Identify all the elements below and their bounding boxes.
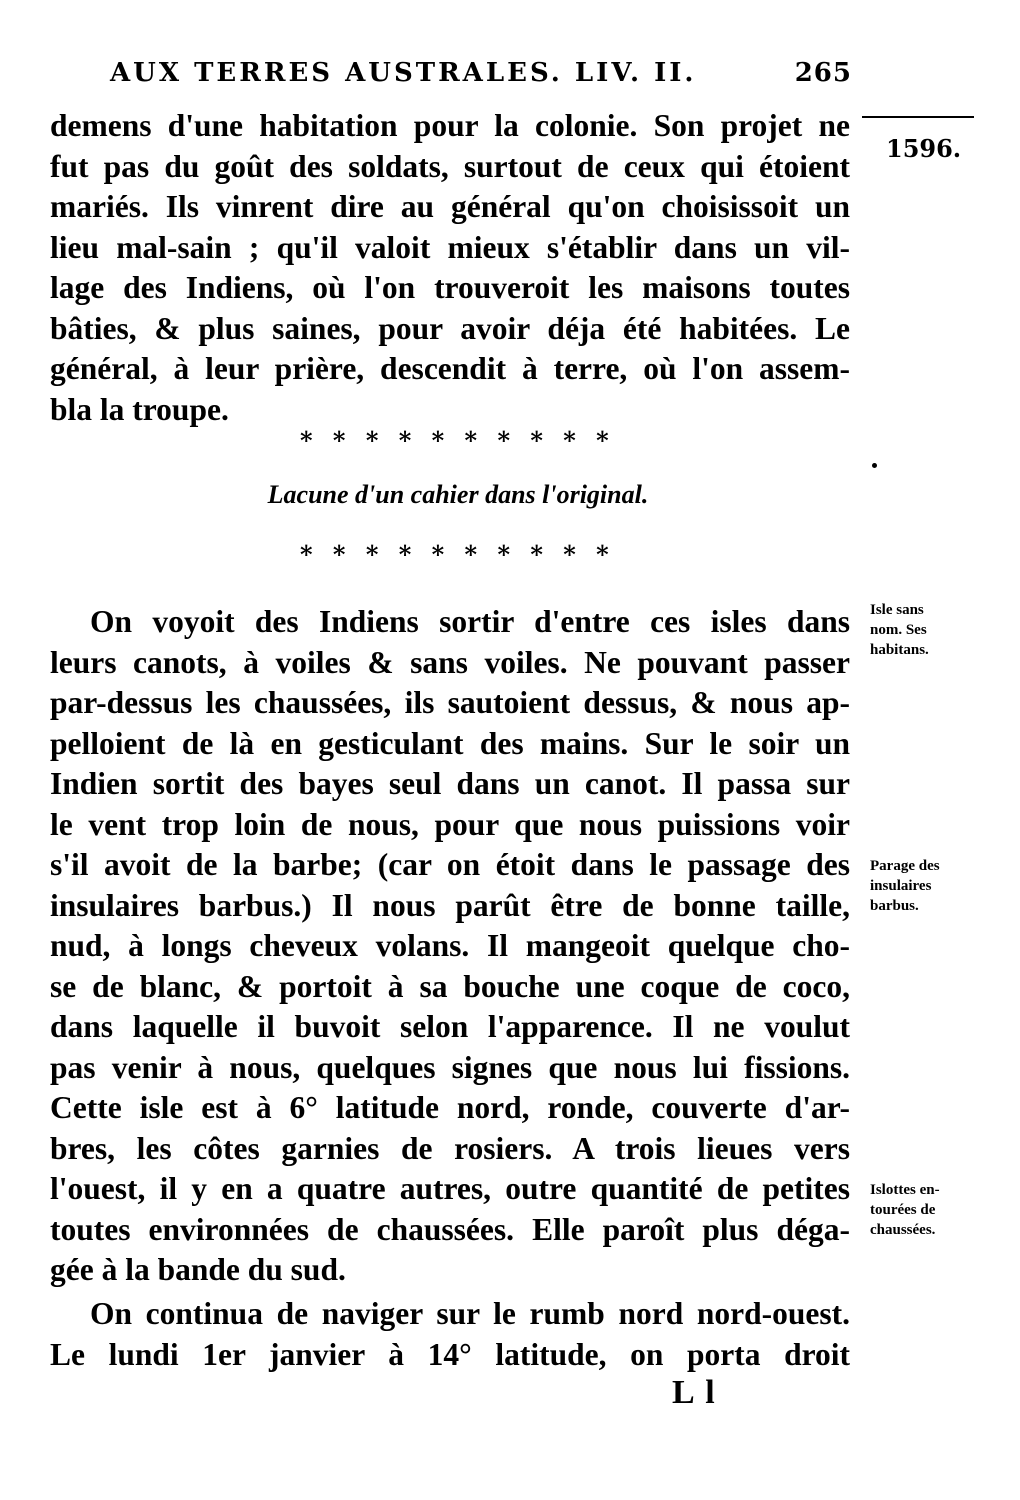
margin-note-line: Islottes en- [870, 1182, 940, 1198]
margin-note-line: Isle sans [870, 602, 924, 618]
margin-note-line: Parage des [870, 858, 940, 874]
asterisk-row-top: * * * * * * * * * * [300, 426, 615, 455]
margin-rule [862, 116, 974, 118]
text-line: bres, les côtes garnies de rosiers. A trois lieues vers [50, 1130, 850, 1166]
text-line: leurs canots, à voiles & sans voiles. Ne pouvant passer [50, 644, 850, 680]
margin-note-line: habitans. [870, 642, 929, 658]
text-line: se de blanc, & portoit à sa bouche une coque de coco, [50, 968, 850, 1004]
signature-mark: L l [672, 1374, 717, 1411]
running-head-title: AUX TERRES AUSTRALES. LIV. II. [110, 58, 697, 88]
text-line: pas venir à nous, quelques signes que nous lui fissions. [50, 1049, 850, 1085]
paragraph-2 [50, 602, 850, 1291]
asterisk-row-bottom: * * * * * * * * * * [300, 540, 615, 569]
text-line: par-dessus les chaussées, ils sautoient dessus, & nous ap- [50, 685, 850, 720]
text-line: s'il avoit de la barbe; (car on étoit dans le passage des [50, 847, 850, 882]
text-line: dans laquelle il buvoit selon l'apparence. Il ne voulut [50, 1009, 850, 1044]
text-line: général, à leur prière, descendit à terre, où l'on assem- [50, 351, 850, 386]
text-line: Indien sortit des bayes seul dans un canot. Il passa sur [50, 766, 850, 801]
text-line: lage des Indiens, où l'on trouveroit les maisons toutes [50, 270, 850, 305]
paragraph-3 [50, 1294, 850, 1375]
text-line: toutes environnées de chaussées. Elle paroît plus déga- [50, 1211, 850, 1247]
margin-note-line: chaussées. [870, 1222, 936, 1238]
margin-note-line: barbus. [870, 898, 919, 914]
text-line: pelloient de là en gesticulant des mains. Sur le soir un [50, 725, 850, 761]
text-line: bla la troupe. [50, 391, 229, 427]
text-line: Le lundi 1er janvier à 14° latitude, on porta droit [50, 1336, 850, 1372]
text-line: le vent trop loin de nous, pour que nous puissions voir [50, 806, 850, 842]
text-line: On voyoit des Indiens sortir d'entre ces isles dans [90, 604, 850, 639]
margin-note-bearded-islanders [870, 856, 990, 916]
ink-speck [872, 463, 877, 468]
paragraph-1 [50, 106, 850, 430]
margin-note-island [870, 600, 990, 660]
running-head [110, 58, 860, 88]
text-line: nud, à longs cheveux volans. Il mangeoit quelque cho- [50, 928, 850, 963]
text-line: fut pas du goût des soldats, surtout de ceux qui étoient [50, 148, 850, 184]
text-line: Cette isle est à 6° latitude nord, ronde, couverte d'ar- [50, 1090, 850, 1125]
text-line: bâties, & plus saines, pour avoir déja été habitées. Le [50, 310, 850, 346]
text-line: gée à la bande du sud. [50, 1252, 346, 1287]
margin-note-line: tourées de [870, 1202, 936, 1218]
text-line: insulaires barbus.) Il nous parût être de bonne taille, [50, 887, 850, 923]
margin-year: 1596. [886, 134, 962, 163]
margin-note-islets [870, 1180, 990, 1240]
text-line: lieu mal-sain ; qu'il valoit mieux s'établir dans un vil- [50, 229, 850, 265]
margin-note-line: insulaires [870, 878, 932, 894]
text-line: demens d'une habitation pour la colonie. Son projet ne [50, 108, 850, 143]
text-line: l'ouest, il y en a quatre autres, outre quantité de petites [50, 1171, 850, 1206]
text-line: On continua de naviger sur le rumb nord nord-ouest. [90, 1296, 850, 1331]
text-line: mariés. Ils vinrent dire au général qu'on choisissoit un [50, 189, 850, 224]
lacuna-note: Lacune d'un cahier dans l'original. [267, 480, 649, 509]
page-number: 265 [794, 58, 852, 88]
margin-note-line: nom. Ses [870, 622, 927, 638]
